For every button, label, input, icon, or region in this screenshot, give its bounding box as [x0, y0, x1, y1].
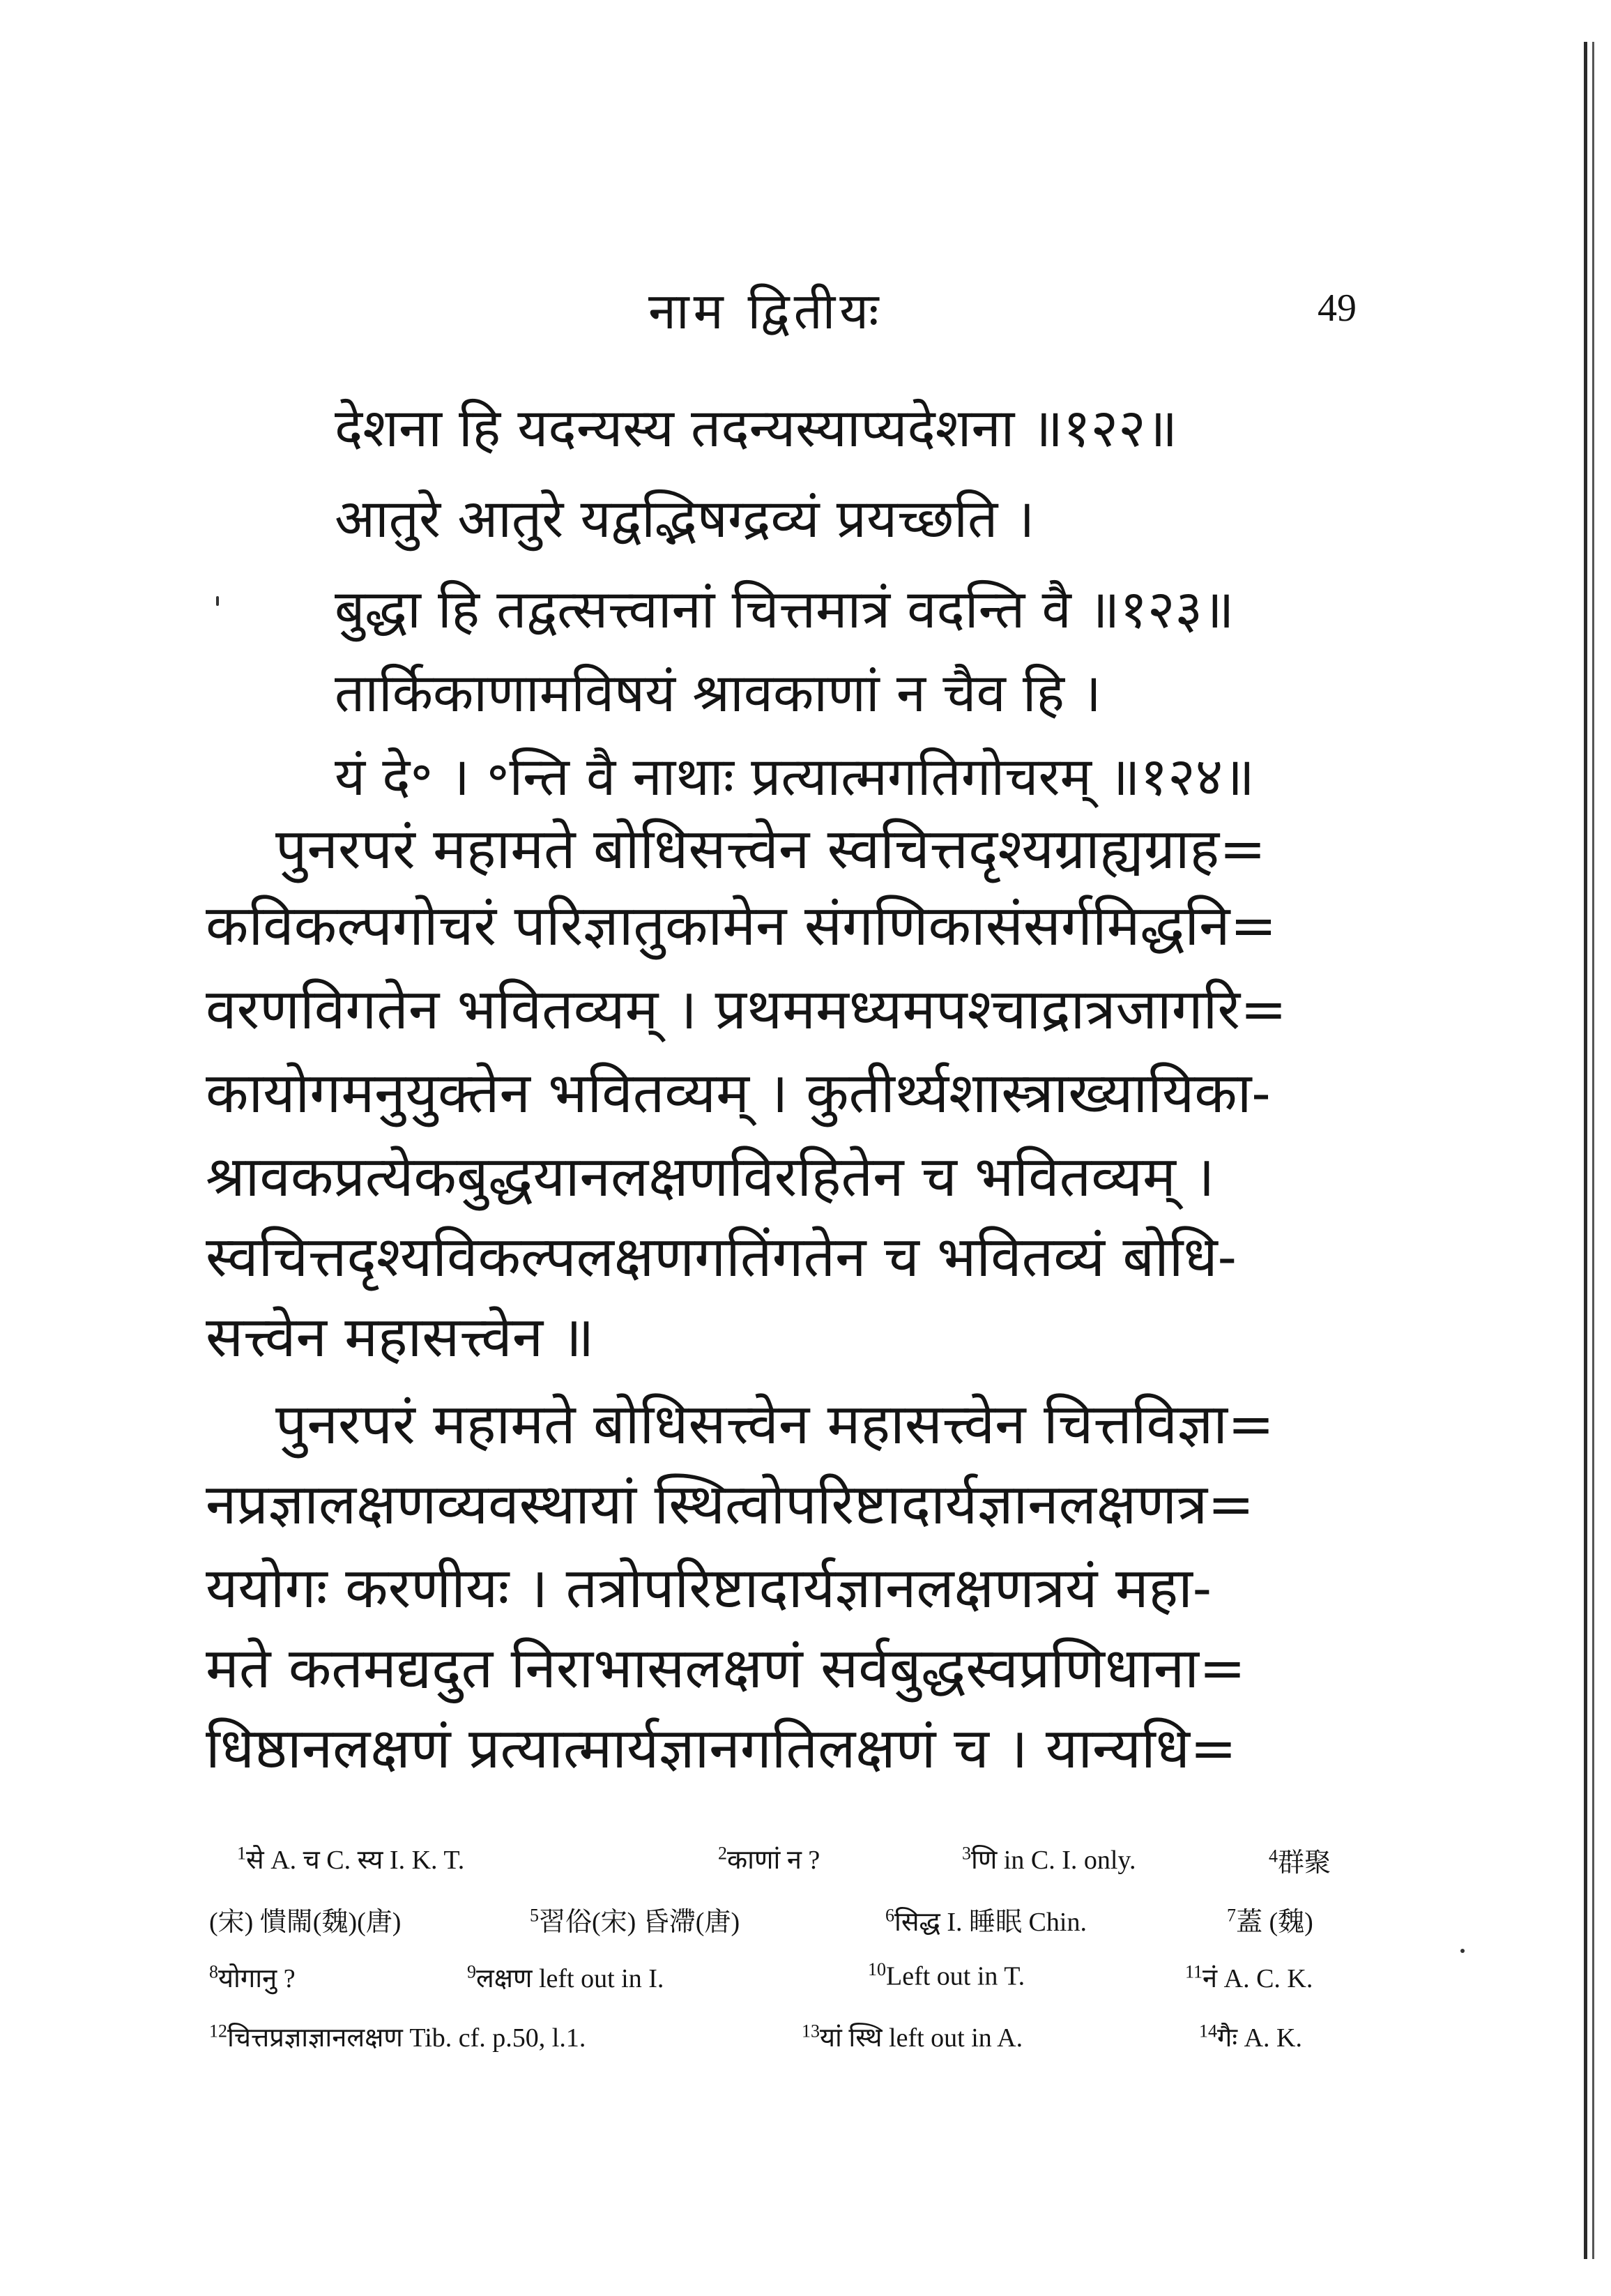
verse-line: तार्किकाणामविषयं श्रावकाणां न चैव हि ।: [335, 662, 1101, 724]
paragraph-line: वरणविगतेन भवितव्यम् । प्रथममध्यमपश्चाद्रात्रजागरि=: [206, 977, 1288, 1042]
verse-line: देशना हि यदन्यस्य तदन्यस्याप्यदेशना ॥१२२॥: [335, 397, 1178, 459]
footnote: (宋) 憒閙(魏)(唐): [209, 1908, 402, 1937]
paragraph-line: पुनरपरं महामते बोधिसत्त्वेन स्वचित्तदृश्यग्राह्यग्राह=: [275, 816, 1267, 881]
footnote: $^9$लक्षण left out in I.: [467, 1961, 664, 1993]
paragraph-line: ययोगः करणीयः । तत्रोपरिष्टादार्यज्ञानलक्षणत्रयं महा-: [206, 1556, 1212, 1620]
footnote: $^{11}$नं A. C. K.: [1185, 1961, 1313, 1993]
footnote: $^2$काणां न ?: [718, 1843, 820, 1875]
footnote: $^{13}$यां स्थि left out in A.: [802, 2021, 1023, 2053]
binding-edge-line-inner: [1592, 42, 1594, 2259]
footnote: $^3$णि in C. I. only.: [962, 1843, 1136, 1875]
ink-speck: [1460, 1949, 1465, 1953]
paragraph-line: नप्रज्ञालक्षणव्यवस्थायां स्थित्वोपरिष्टादार्यज्ञानलक्षणत्र=: [206, 1472, 1255, 1537]
paragraph-line: कायोगमनुयुक्तेन भवितव्यम् । कुतीर्थ्यशास्त्राख्यायिका-: [206, 1060, 1271, 1125]
footnote: $^{14}$गैः A. K.: [1199, 2021, 1302, 2053]
paragraph-line: पुनरपरं महामते बोधिसत्त्वेन महासत्त्वेन चित्तविज्ञा=: [275, 1392, 1274, 1457]
running-head: नाम द्वितीयः: [648, 282, 883, 340]
footnote: $^4$群聚: [1269, 1846, 1331, 1878]
paragraph-line: मते कतमद्यदुत निराभासलक्षणं सर्वबुद्धस्वप्रणिधाना=: [206, 1636, 1246, 1701]
ink-speck: [216, 596, 219, 606]
binding-edge-line: [1584, 42, 1587, 2259]
footnote: $^8$योगानु ?: [209, 1961, 296, 1993]
paragraph-line: श्रावकप्रत्येकबुद्धयानलक्षणविरहितेन च भवितव्यम् ।: [206, 1144, 1215, 1209]
footnote: $^7$蓋 (魏): [1227, 1905, 1313, 1937]
footnote: $^1$से A. च C. स्य I. K. T.: [237, 1843, 465, 1875]
verse-line: यं दे॰ । ॰न्ति वै नाथाः प्रत्यात्मगतिगोचरम् ॥१२४॥: [335, 745, 1255, 807]
footnote: $^{10}$Left out in T.: [868, 1959, 1025, 1991]
footnote: $^{12}$चित्तप्रज्ञाज्ञानलक्षण Tib. cf. p.50, l.1.: [209, 2021, 586, 2053]
verse-line: आतुरे आतुरे यद्वद्भिषग्द्रव्यं प्रयच्छति ।: [335, 487, 1035, 549]
footnote: $^6$सिद्ध I. 睡眠 Chin.: [885, 1905, 1087, 1937]
paragraph-line: स्वचित्तदृश्यविकल्पलक्षणगतिंगतेन च भवितव्यं बोधि-: [206, 1224, 1237, 1289]
footnote: $^5$習俗(宋) 昏滯(唐): [530, 1905, 740, 1937]
page-number: 49: [1318, 287, 1357, 330]
paragraph-line: धिष्ठानलक्षणं प्रत्यात्मार्यज्ञानगतिलक्षणं च । यान्यधि=: [206, 1716, 1237, 1781]
paragraph-line: सत्त्वेन महासत्त्वेन ॥: [206, 1305, 595, 1369]
verse-line: बुद्धा हि तद्वत्सत्त्वानां चित्तमात्रं वदन्ति वै ॥१२३॥: [335, 578, 1235, 640]
paragraph-line: कविकल्पगोचरं परिज्ञातुकामेन संगणिकासंसर्गमिद्धनि=: [206, 893, 1277, 958]
